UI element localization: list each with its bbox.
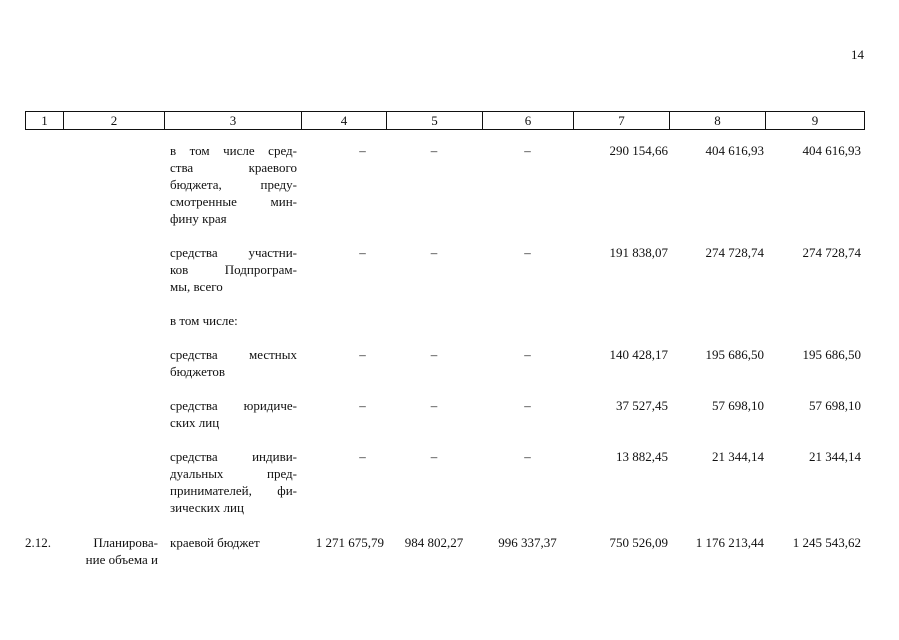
funding-source-line: смотренные мин- bbox=[170, 194, 297, 209]
row-number bbox=[25, 448, 63, 516]
column-number-8: 8 bbox=[670, 112, 766, 130]
column-number-header bbox=[25, 111, 865, 130]
value-col-7: 13 882,45 bbox=[616, 449, 668, 464]
value-col-6: 996 337,37 bbox=[498, 535, 557, 550]
funding-source bbox=[164, 244, 301, 295]
value-col-8 bbox=[669, 312, 765, 329]
funding-source-line: дуальных пред- bbox=[170, 466, 297, 481]
item-name-line: Планирова- bbox=[93, 535, 158, 550]
value-col-5: – bbox=[430, 347, 438, 362]
funding-source-line: зических лиц bbox=[170, 500, 244, 515]
value-col-9: 1 245 543,62 bbox=[792, 535, 861, 550]
table-body bbox=[25, 142, 864, 568]
value-col-8: 21 344,14 bbox=[712, 449, 764, 464]
value-col-5: – bbox=[430, 449, 438, 464]
value-col-9: 57 698,10 bbox=[809, 398, 861, 413]
value-col-8: 404 616,93 bbox=[705, 143, 764, 158]
row-number bbox=[25, 244, 63, 295]
column-number-1: 1 bbox=[26, 112, 64, 130]
value-col-9 bbox=[765, 312, 861, 329]
column-number-9: 9 bbox=[766, 112, 865, 130]
funding-source-line: ских лиц bbox=[170, 415, 220, 430]
value-col-9: 195 686,50 bbox=[802, 347, 861, 362]
table-row bbox=[25, 448, 864, 516]
column-number-3: 3 bbox=[165, 112, 302, 130]
row-number bbox=[25, 346, 63, 380]
column-number-2: 2 bbox=[64, 112, 165, 130]
value-col-4: – bbox=[359, 245, 366, 260]
funding-source bbox=[164, 397, 301, 431]
item-name bbox=[63, 534, 164, 568]
value-col-4: – bbox=[359, 143, 366, 158]
value-col-4: 1 271 675,79 bbox=[315, 535, 384, 550]
column-number-6: 6 bbox=[483, 112, 574, 130]
value-col-5: – bbox=[430, 398, 438, 413]
value-col-9: 404 616,93 bbox=[802, 143, 861, 158]
funding-source-line: средства участни- bbox=[170, 245, 297, 260]
value-col-7: 290 154,66 bbox=[609, 143, 668, 158]
value-col-6 bbox=[482, 312, 573, 329]
value-col-4: – bbox=[359, 398, 366, 413]
item-name bbox=[63, 448, 164, 516]
table-row bbox=[25, 312, 864, 329]
table-row bbox=[25, 346, 864, 380]
funding-source-line: средства юридиче- bbox=[170, 398, 297, 413]
value-col-5: – bbox=[430, 143, 438, 158]
value-col-7: 140 428,17 bbox=[609, 347, 668, 362]
table-row bbox=[25, 244, 864, 295]
value-col-8: 274 728,74 bbox=[705, 245, 764, 260]
value-col-6: – bbox=[524, 449, 531, 464]
item-name-line: ние объема и bbox=[85, 552, 158, 567]
item-name bbox=[63, 346, 164, 380]
funding-source-line: в том числе сред- bbox=[170, 143, 297, 158]
value-col-9: 21 344,14 bbox=[809, 449, 861, 464]
funding-source-line: средства индиви- bbox=[170, 449, 297, 464]
funding-source-line: фину края bbox=[170, 211, 227, 226]
funding-source-line: принимателей, фи- bbox=[170, 483, 297, 498]
value-col-4: – bbox=[359, 449, 366, 464]
funding-source-line: ства краевого bbox=[170, 160, 297, 175]
page-number: 14 bbox=[851, 47, 864, 62]
value-col-8: 57 698,10 bbox=[712, 398, 764, 413]
item-name bbox=[63, 397, 164, 431]
value-col-7: 37 527,45 bbox=[616, 398, 668, 413]
value-col-7: 750 526,09 bbox=[609, 535, 668, 550]
row-number bbox=[25, 312, 63, 329]
item-name bbox=[63, 142, 164, 227]
row-number bbox=[25, 142, 63, 227]
column-number-5: 5 bbox=[387, 112, 483, 130]
value-col-8: 1 176 213,44 bbox=[695, 535, 764, 550]
value-col-5 bbox=[386, 312, 482, 329]
column-number-4: 4 bbox=[302, 112, 387, 130]
funding-source-line: ков Подпрограм- bbox=[170, 262, 297, 277]
funding-source bbox=[164, 142, 301, 227]
value-col-7: 191 838,07 bbox=[609, 245, 668, 260]
funding-source bbox=[164, 312, 301, 329]
row-number: 2.12. bbox=[25, 535, 51, 550]
funding-source bbox=[164, 448, 301, 516]
value-col-9: 274 728,74 bbox=[802, 245, 861, 260]
column-number-7: 7 bbox=[574, 112, 670, 130]
value-col-4 bbox=[301, 312, 386, 329]
value-col-5: 984 802,27 bbox=[404, 535, 464, 550]
funding-source-line: мы, всего bbox=[170, 279, 223, 294]
funding-source-line: в том числе: bbox=[170, 313, 238, 328]
table-row bbox=[25, 397, 864, 431]
funding-source bbox=[164, 534, 301, 568]
funding-source-line: бюджетов bbox=[170, 364, 226, 379]
value-col-6: – bbox=[524, 347, 531, 362]
item-name bbox=[63, 244, 164, 295]
funding-source-line: средства местных bbox=[170, 347, 297, 362]
funding-source-line: бюджета, преду- bbox=[170, 177, 297, 192]
funding-source bbox=[164, 346, 301, 380]
value-col-6: – bbox=[524, 398, 531, 413]
item-name bbox=[63, 312, 164, 329]
value-col-5: – bbox=[430, 245, 438, 260]
table-row bbox=[25, 534, 864, 568]
value-col-7 bbox=[573, 312, 669, 329]
value-col-6: – bbox=[524, 143, 531, 158]
value-col-6: – bbox=[524, 245, 531, 260]
row-number bbox=[25, 397, 63, 431]
table-row bbox=[25, 142, 864, 227]
funding-source-line: краевой бюджет bbox=[170, 535, 260, 550]
value-col-4: – bbox=[359, 347, 366, 362]
value-col-8: 195 686,50 bbox=[705, 347, 764, 362]
